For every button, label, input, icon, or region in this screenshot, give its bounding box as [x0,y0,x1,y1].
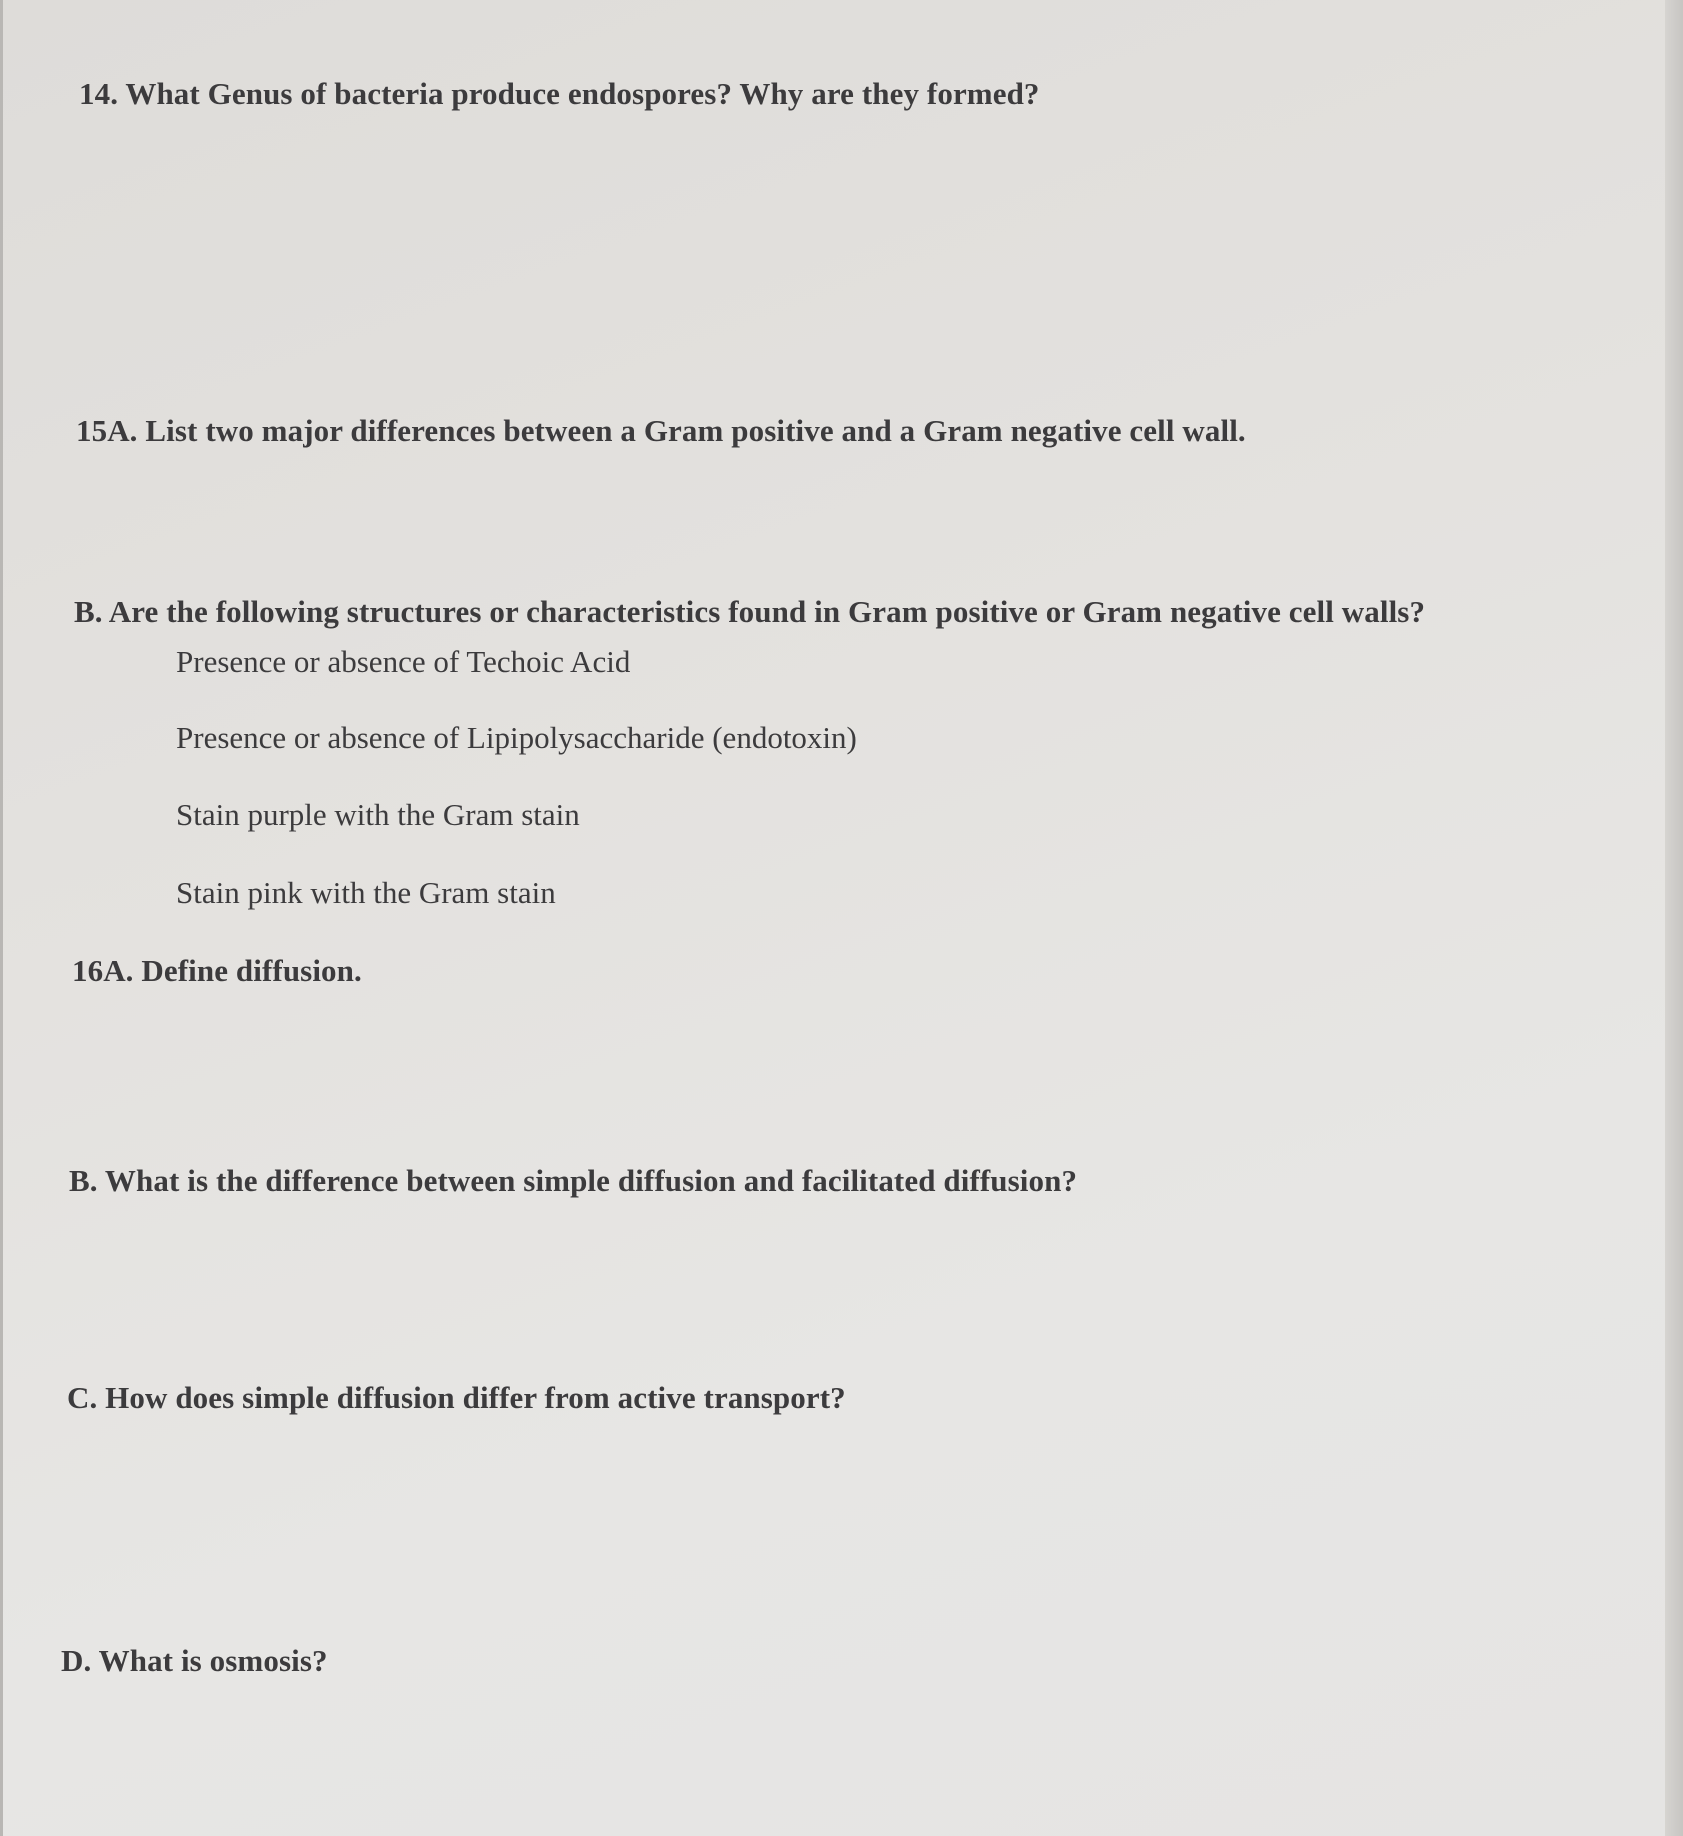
question-15b-item-techoic-acid: Presence or absence of Techoic Acid [176,644,631,679]
page-edge-left [0,0,3,1836]
question-15b-item-stain-purple: Stain purple with the Gram stain [176,797,580,832]
question-15b: B. Are the following structures or characteristics found in Gram positive or Gram negative cell walls? [74,594,1426,629]
question-15a: 15A. List two major differences between a Gram positive and a Gram negative cell wall. [76,413,1246,448]
question-14: 14. What Genus of bacteria produce endospores? Why are they formed? [79,76,1040,111]
question-16a: 16A. Define diffusion. [72,953,362,988]
question-15b-item-lipopolysaccharide: Presence or absence of Lipipolysaccharide (endotoxin) [176,720,857,755]
question-16c: C. How does simple diffusion differ from active transport? [67,1380,846,1415]
question-16d: D. What is osmosis? [61,1643,328,1678]
question-15b-item-stain-pink: Stain pink with the Gram stain [176,875,556,910]
question-16b: B. What is the difference between simple diffusion and facilitated diffusion? [69,1163,1078,1198]
page-edge-right [1665,0,1683,1836]
